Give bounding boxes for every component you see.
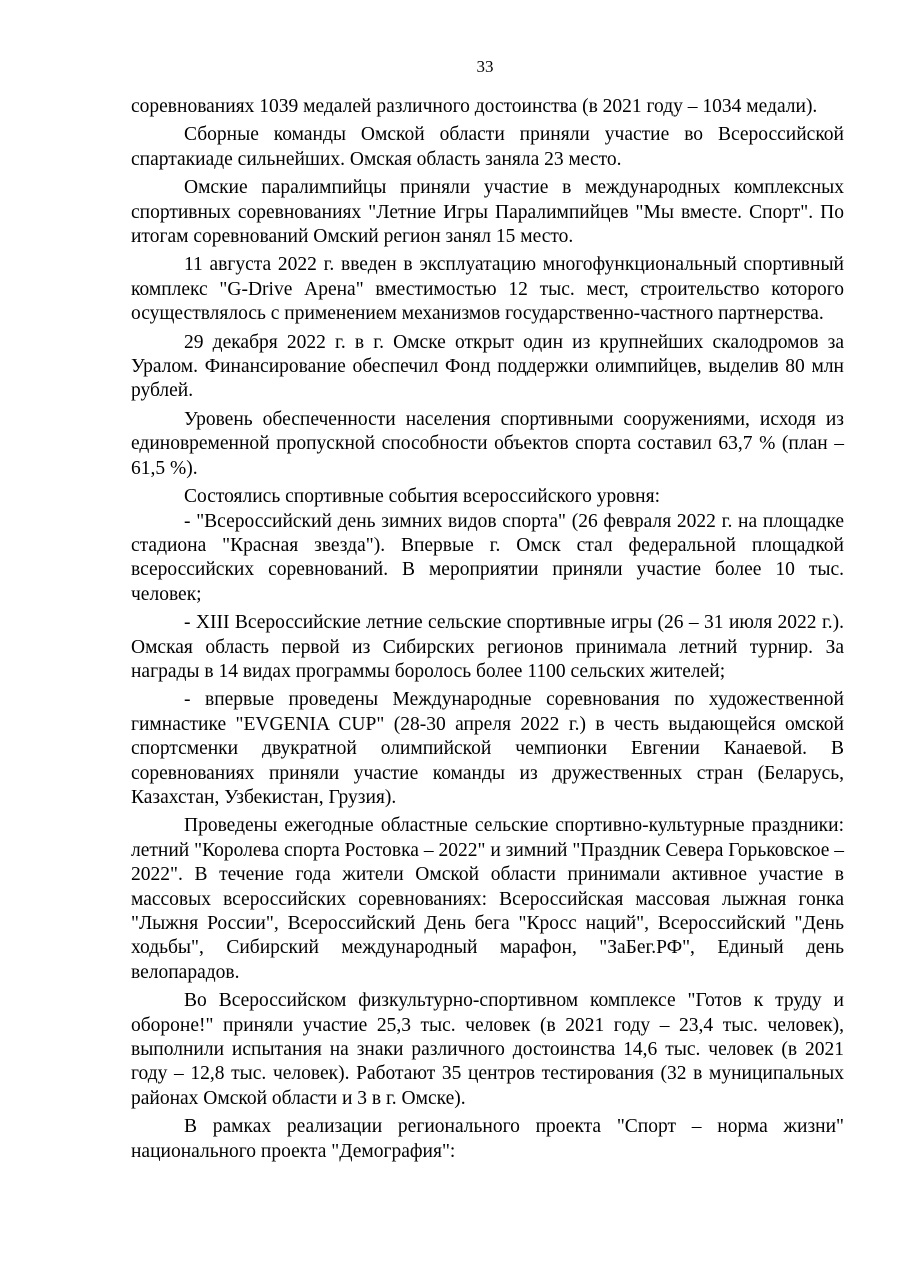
paragraph-climbing-wall: 29 декабря 2022 г. в г. Омске открыт один из крупнейших скалодромов за Уралом. Финансирование обеспечил Фонд поддержки олимпийцев, выделив 80 млн рублей. bbox=[131, 331, 844, 402]
page-number: 33 bbox=[476, 57, 494, 76]
document-body bbox=[131, 95, 844, 1168]
paragraph-g-drive-arena: 11 августа 2022 г. введен в эксплуатацию многофункциональный спортивный комплекс "G-Drive Арена" вместимостью 12 тыс. мест, строительство которого осуществлялось с применением механизмов государственно-частного партнерства. bbox=[131, 254, 844, 325]
paragraph-facilities-level: Уровень обеспеченности населения спортивными сооружениями, исходя из единовременной пропускной способности объектов спорта составил 63,7 % (план – 61,5 %). bbox=[131, 408, 844, 479]
paragraph-paralympians: Омские паралимпийцы приняли участие в международных комплексных спортивных соревнованиях "Летние Игры Паралимпийцев "Мы вместе. Спорт". По итогам соревнований Омский регион занял 15 место. bbox=[131, 177, 844, 248]
paragraph-spartakiad: Сборные команды Омской области приняли участие во Всероссийской спартакиаде сильнейших. Омская область заняла 23 место. bbox=[131, 124, 844, 170]
paragraph-medals-continuation: соревнованиях 1039 медалей различного достоинства (в 2021 году – 1034 медали). bbox=[131, 96, 818, 117]
paragraph-gto-complex: Во Всероссийском физкультурно-спортивном комплексе "Готов к труду и обороне!" приняли участие 25,3 тыс. человек (в 2021 году – 23,4 тыс. человек), выполнили испытания на знаки различного достоинства 14,6 тыс. человек (в 2021 году – 12,8 тыс. человек). Работают 35 центров тестирования (32 в муниципальных районах Омской области и 3 в г. Омске). bbox=[131, 990, 844, 1109]
list-item-evgenia-cup: - впервые проведены Международные соревнования по художественной гимнастике "EVGENIA CUP" (28-30 апреля 2022 г.) в честь выдающейся омской спортсменки двукратной олимпийской чемпионки Евгении Канаевой. В соревнованиях приняли участие команды из дружественных стран (Беларусь, Казахстан, Узбекистан, Грузия). bbox=[131, 689, 844, 808]
paragraph-rural-festivals: Проведены ежегодные областные сельские спортивно-культурные праздники: летний "Королева спорта Ростовка – 2022" и зимний "Праздник Севера Горьковское – 2022". В течение года жители Омской области принимали активное участие в массовых всероссийских соревнованиях: Всероссийская массовая лыжная гонка "Лыжня России", Всероссийский День бега "Кросс наций", Всероссийский "День ходьбы", Сибирский международный марафон, "ЗаБег.РФ", Единый день велопарадов. bbox=[131, 815, 844, 983]
list-item-rural-games: - XIII Всероссийские летние сельские спортивные игры (26 – 31 июля 2022 г.). Омская область первой из Сибирских регионов принимала летний турнир. За награды в 14 видах программы боролось более 1100 сельских жителей; bbox=[131, 612, 844, 682]
paragraph-events-intro: Состоялись спортивные события всероссийского уровня: bbox=[184, 486, 661, 508]
list-item-winter-sports-day: - "Всероссийский день зимних видов спорта" (26 февраля 2022 г. на площадке стадиона "Красная звезда"). Впервые г. Омск стал федеральной площадкой всероссийских соревнований. В мероприятии приняли участие более 10 тыс. человек; bbox=[131, 510, 844, 605]
paragraph-regional-project: В рамках реализации регионального проекта "Спорт – норма жизни" национального проекта "Демография": bbox=[131, 1116, 844, 1162]
